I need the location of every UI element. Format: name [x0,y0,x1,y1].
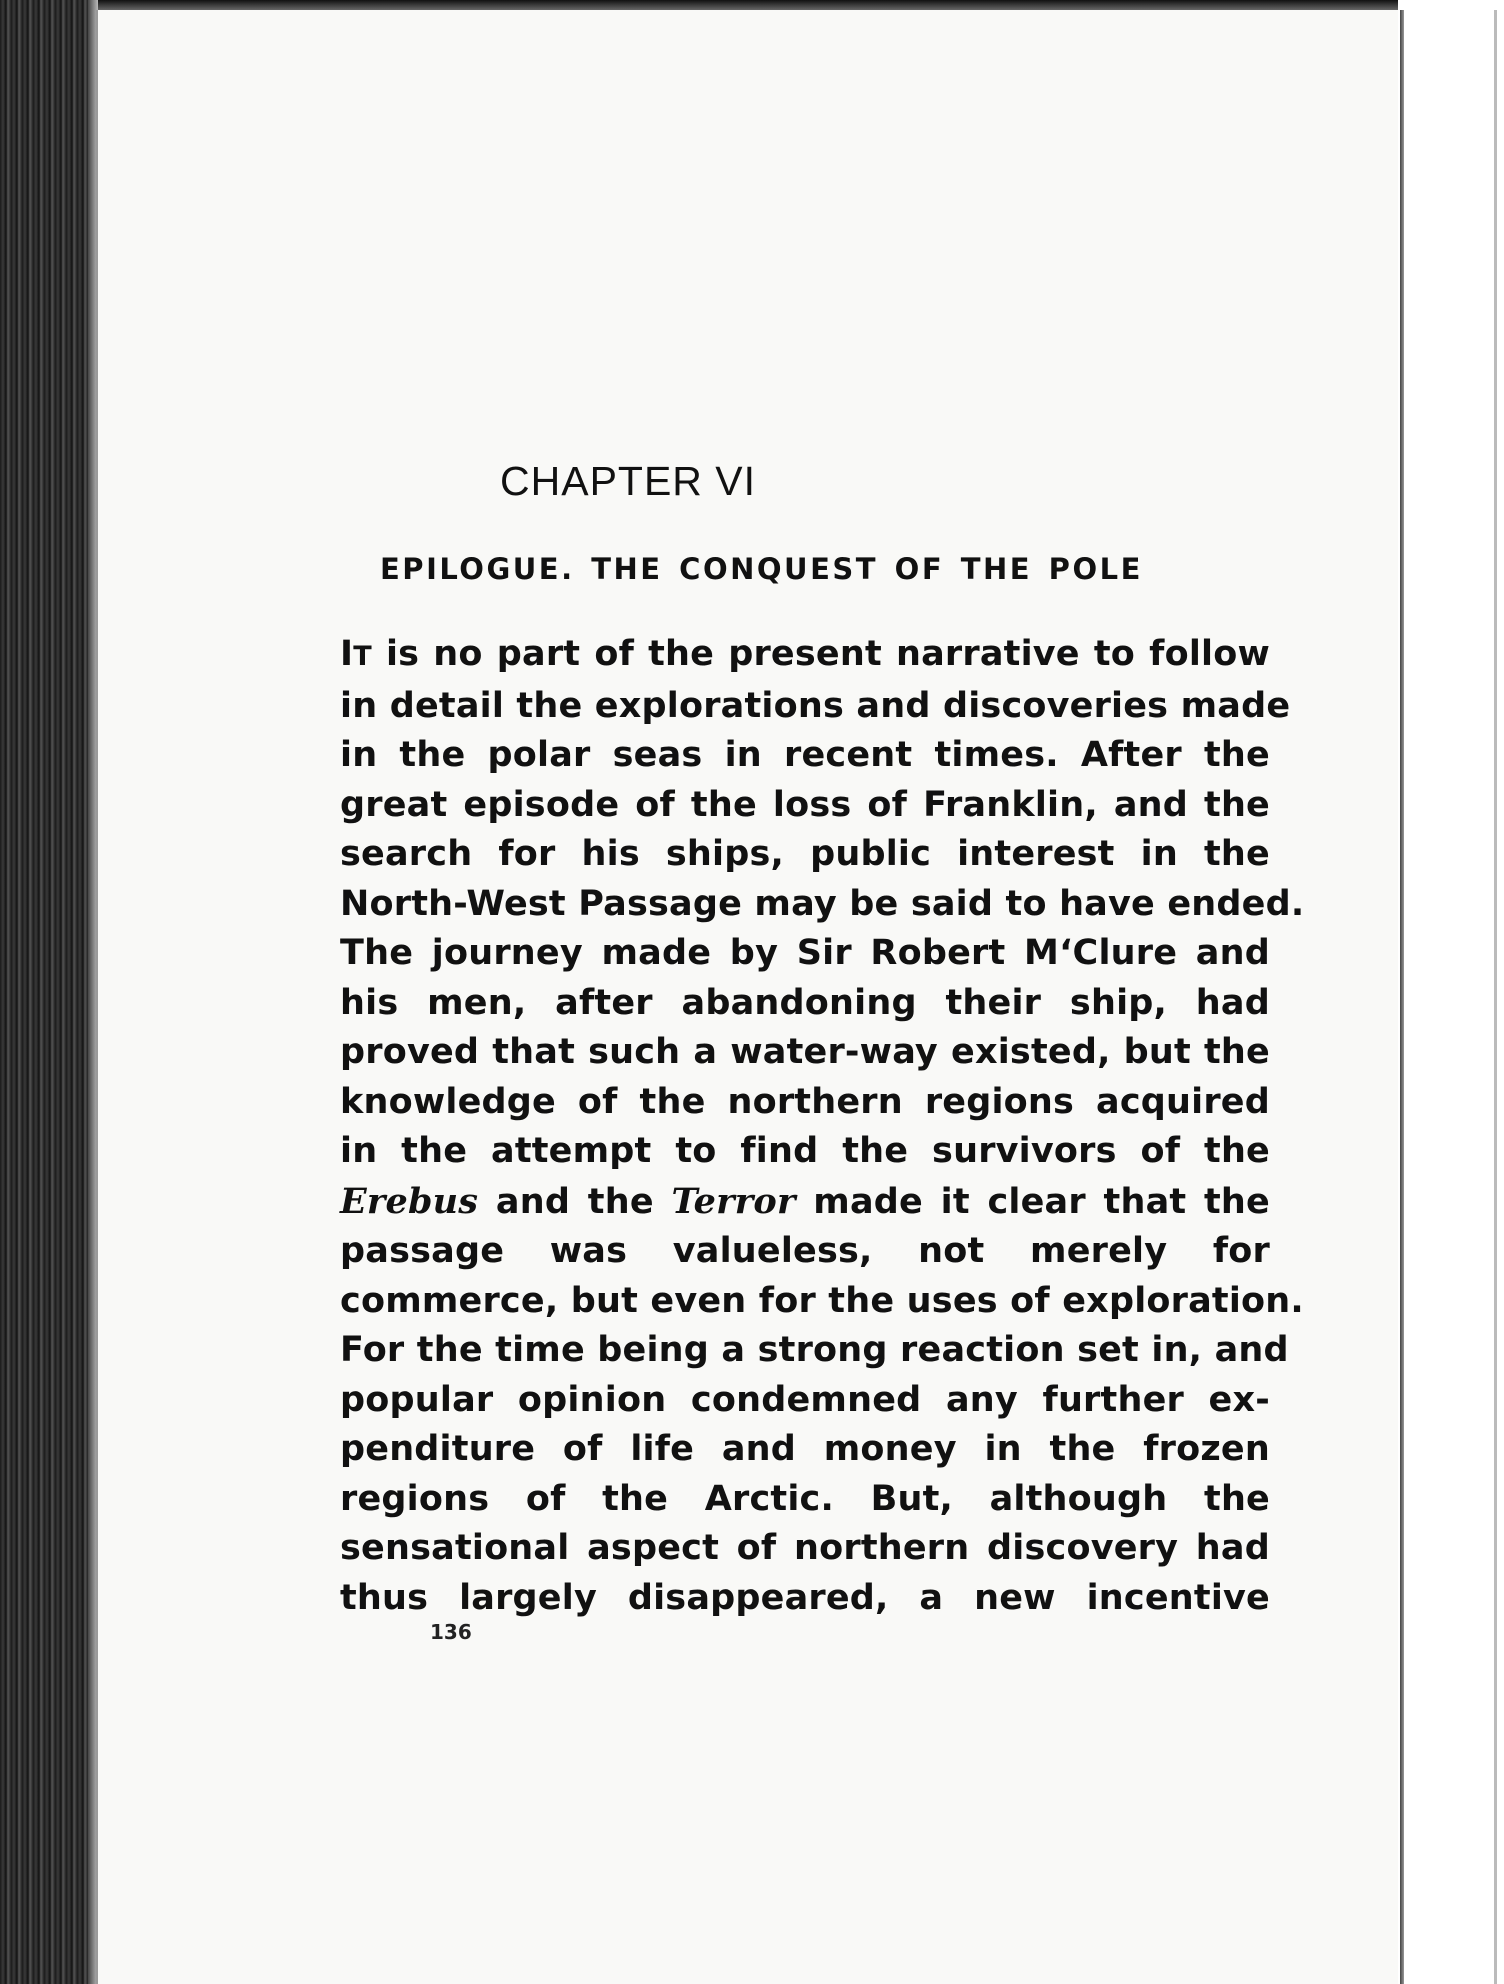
text-line: IT is no part of the present narrative to follow [340,634,1270,674]
page-right-margin [1398,0,1504,1984]
text-line: in the polar seas in recent times. After the [340,735,1270,775]
page-number: 136 [430,1620,472,1644]
text-line: penditure of life and money in the frozen [340,1429,1270,1469]
ship-name-erebus: Erebus [340,1180,479,1222]
text-line: Erebus and the Terror made it clear that the [340,1180,1270,1222]
body-paragraph [340,630,1305,1623]
text-line: regions of the Arctic. But, although the [340,1478,1270,1519]
book-top-edge [0,0,1504,10]
text-line: The journey made by Sir Robert M‘Clure and [340,933,1270,973]
text-line: in the attempt to find the survivors of the [340,1131,1270,1171]
page-right-edge-line [1400,10,1404,1984]
page-fore-edge-line [1494,10,1497,1984]
chapter-subtitle: EPILOGUE. THE CONQUEST OF THE POLE [380,552,1143,586]
text-line: North-West Passage may be said to have ended. [340,883,1305,924]
drop-initial: IT [340,634,372,674]
chapter-title: CHAPTER VI [500,458,757,504]
text-line: For the time being a strong reaction set in, and [340,1330,1289,1370]
text-line: knowledge of the northern regions acquired [340,1081,1270,1122]
text-line: proved that such a water-way existed, but the [340,1032,1270,1072]
text-line: commerce, but even for the uses of exploration. [340,1280,1304,1321]
text-line: great episode of the loss of Franklin, and the [340,784,1270,825]
text-line: popular opinion condemned any further ex- [340,1379,1270,1420]
text-line: in detail the explorations and discoveries made [340,685,1291,726]
text-line: sensational aspect of northern discovery had [340,1528,1270,1568]
text-line: search for his ships, public interest in the [340,834,1270,874]
text-line: passage was valueless, not merely for [340,1231,1270,1271]
text-line: his men, after abandoning their ship, had [340,982,1270,1023]
text-line: thus largely disappeared, a new incentive [340,1577,1270,1618]
ship-name-terror: Terror [671,1180,796,1222]
book-binding [0,0,92,1984]
